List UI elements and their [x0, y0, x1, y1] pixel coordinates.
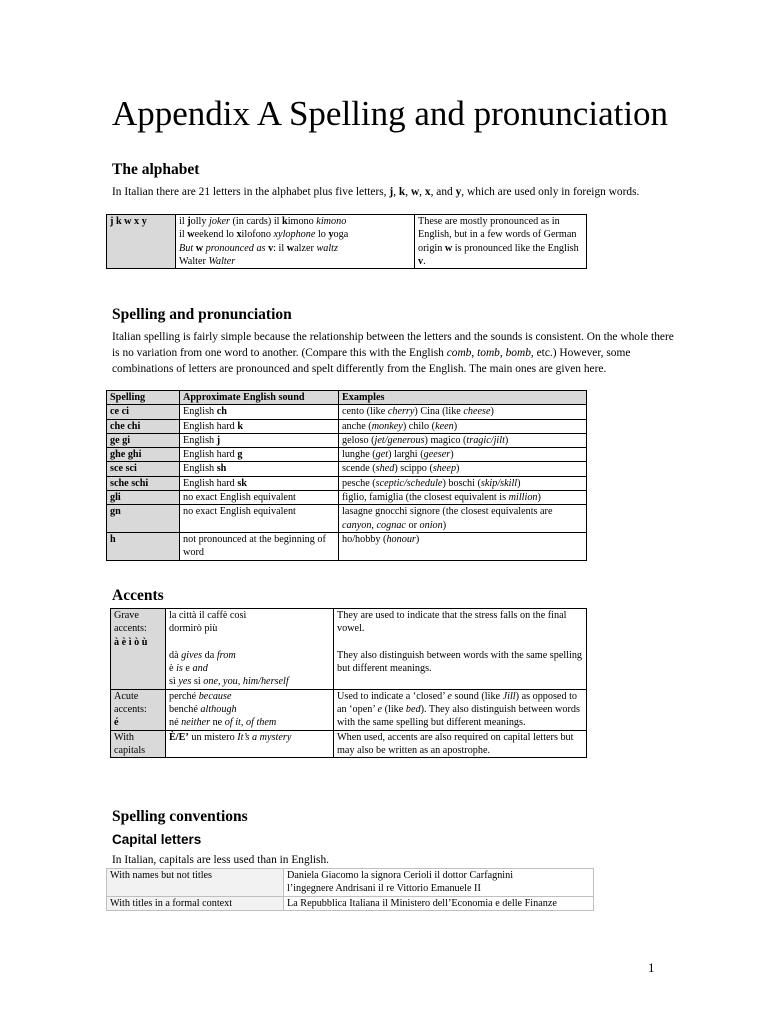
acute-note-cell: Used to indicate a ‘closed’ e sound (like Jill) as opposed to an ‘open’ e (like bed). They also distinguish between words with the same spelling but different meanings.	[334, 689, 587, 730]
sound-cell: English ch	[180, 405, 339, 419]
example-cell: geloso (jet/generous) magico (tragic/jilt)	[339, 433, 587, 447]
alphabet-examples-cell: il jolly joker (in cards) il kimono kimono il weekend lo xilofono xylophone lo yoga But w pronounced as v: il walzer waltz Walter Walter	[176, 215, 415, 269]
spelling-cell: sce sci	[107, 462, 180, 476]
spelling-row	[107, 419, 587, 433]
spelling-row	[107, 491, 587, 505]
example-cell: anche (monkey) chilo (keen)	[339, 419, 587, 433]
capitals-examples-cell: È/E’ un mistero It’s a mystery	[166, 730, 334, 758]
spelling-table	[106, 390, 587, 561]
sound-cell: English hard k	[180, 419, 339, 433]
spelling-heading: Spelling and pronunciation	[112, 306, 292, 323]
spelling-row	[107, 505, 587, 533]
example-cell: cento (like cherry) Cina (like cheese)	[339, 405, 587, 419]
spelling-cell: sche schi	[107, 476, 180, 490]
acute-label-cell: Acute accents: é	[111, 689, 166, 730]
sound-cell: English hard sk	[180, 476, 339, 490]
capitals-label-cell: With capitals	[111, 730, 166, 758]
spelling-cell: ge gi	[107, 433, 180, 447]
alphabet-note-cell: These are mostly pronounced as in English, but in a few words of German origin w is pronounced like the English v.	[415, 215, 587, 269]
sound-col-header: Approximate English sound	[180, 391, 339, 405]
spelling-intro: Italian spelling is fairly simple because the relationship between the letters and the sounds is consistent. On the whole there is no variation from one word to another. (Compare this with the English comb, tomb, bomb, etc.) However, some combinations of letters are pronounced and spelt differently from the English. The main ones are given here.	[112, 331, 674, 375]
accents-table	[110, 608, 587, 758]
sound-cell: no exact English equivalent	[180, 491, 339, 505]
example-cell: lunghe (get) larghi (geeser)	[339, 448, 587, 462]
capitals-row-value: La Repubblica Italiana il Ministero dell’Economia e delle Finanze	[284, 896, 594, 910]
capital-letters-subheading: Capital letters	[112, 832, 202, 847]
spelling-cell: ce ci	[107, 405, 180, 419]
capitals-table	[106, 868, 594, 911]
example-cell: lasagne gnocchi signore (the closest equivalents are canyon, cognac or onion)	[339, 505, 587, 533]
example-cell: scende (shed) scippo (sheep)	[339, 462, 587, 476]
example-cell: ho/hobby (honour)	[339, 532, 587, 560]
conventions-intro: In Italian, capitals are less used than in English.	[112, 854, 329, 866]
example-cell: pesche (sceptic/schedule) boschi (skip/skill)	[339, 476, 587, 490]
capitals-row-label: With names but not titles	[107, 869, 284, 897]
accents-heading: Accents	[112, 587, 164, 604]
alphabet-table	[106, 214, 587, 269]
alphabet-intro: In Italian there are 21 letters in the alphabet plus five letters, j, k, w, x, and y, which are used only in foreign words.	[112, 186, 640, 198]
spelling-col-header: Spelling	[107, 391, 180, 405]
alphabet-letters-cell: j k w x y	[107, 215, 176, 269]
sound-cell: English j	[180, 433, 339, 447]
sound-cell: English sh	[180, 462, 339, 476]
sound-cell: English hard g	[180, 448, 339, 462]
sound-cell: not pronounced at the beginning of word	[180, 532, 339, 560]
capitals-note-cell: When used, accents are also required on capital letters but may also be written as an apostrophe.	[334, 730, 587, 758]
grave-examples-cell: la città il caffè così dormirò più dà gives da from è is e and sì yes si one, you, him/herself	[166, 609, 334, 690]
examples-col-header: Examples	[339, 391, 587, 405]
sound-cell: no exact English equivalent	[180, 505, 339, 533]
alphabet-heading: The alphabet	[112, 161, 200, 178]
acute-examples-cell: perché because benché although né neither ne of it, of them	[166, 689, 334, 730]
spelling-cell: ghe ghi	[107, 448, 180, 462]
grave-label-cell: Grave accents: à è ì ò ù	[111, 609, 166, 690]
example-cell: figlio, famiglia (the closest equivalent is million)	[339, 491, 587, 505]
capitals-row-value: Daniela Giacomo la signora Cerioli il dottor Carfagnini l’ingegnere Andrisani il re Vittorio Emanuele II	[284, 869, 594, 897]
grave-note-cell: They are used to indicate that the stress falls on the final vowel. They also distinguish between words with the same spelling but different meanings.	[334, 609, 587, 690]
spelling-cell: gli	[107, 491, 180, 505]
capitals-row-label: With titles in a formal context	[107, 896, 284, 910]
spelling-cell: h	[107, 532, 180, 560]
spelling-row	[107, 433, 587, 447]
page-title: Appendix A Spelling and pronunciation	[112, 94, 669, 133]
spelling-cell: gn	[107, 505, 180, 533]
conventions-heading: Spelling conventions	[112, 808, 248, 825]
spelling-row	[107, 462, 587, 476]
spelling-row	[107, 532, 587, 560]
page-number: 1	[648, 960, 655, 975]
spelling-cell: che chi	[107, 419, 180, 433]
spelling-row	[107, 448, 587, 462]
spelling-row	[107, 405, 587, 419]
spelling-row	[107, 476, 587, 490]
